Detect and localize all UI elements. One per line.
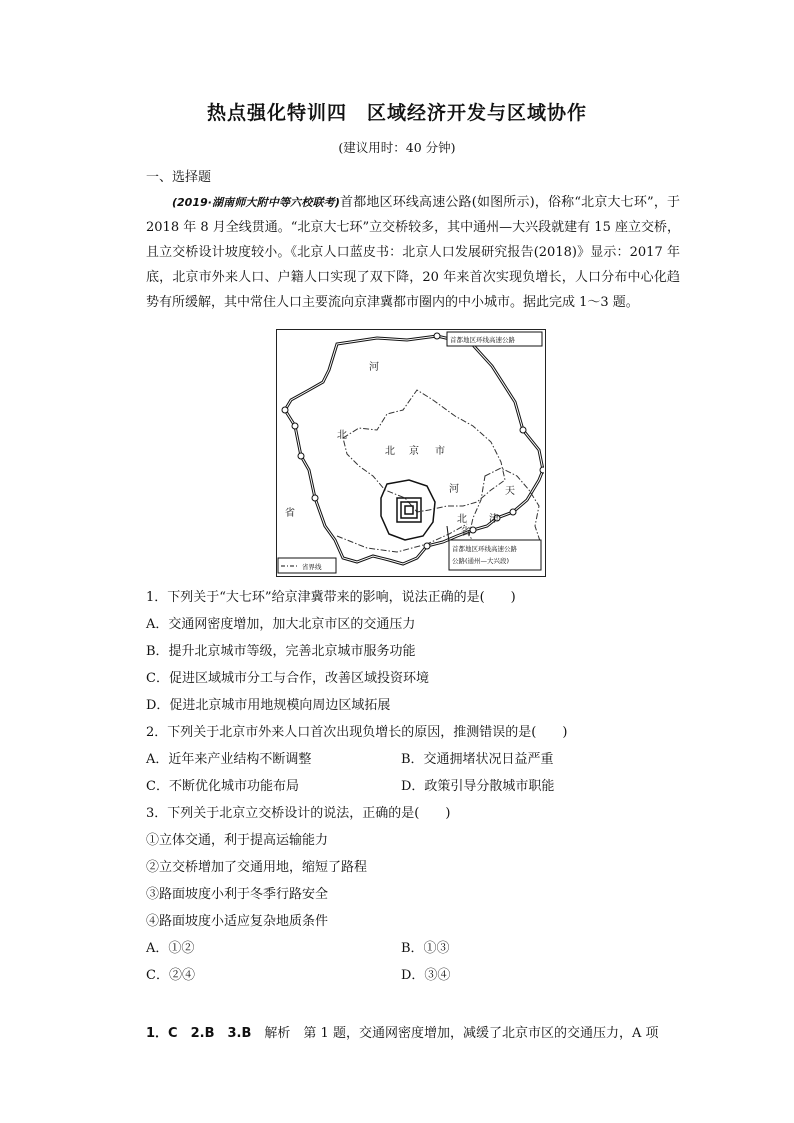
q3-stem: 3．下列关于北京立交桥设计的说法，正确的是( ) [146,806,451,821]
legend-ring-text: 首都地区环线高速公路 [450,336,515,344]
q2-option-c: C．不断优化城市功能布局 [146,779,299,794]
label-beijing-3: 市 [435,446,445,457]
q3-option-d: D．③④ [401,968,451,983]
label-hebei-1: 河 [369,362,379,373]
callout-text-2: 公路(通州—大兴段) [452,557,510,565]
label-hebei-small-3: 省 [461,527,471,538]
q3-option-b: B．①③ [401,941,450,956]
q3-statement-2: ②立交桥增加了交通用地，缩短了路程 [146,860,368,875]
answer-keys: 1．C 2.B 3.B [146,1026,252,1041]
q3-statement-3: ③路面坡度小利于冬季行路安全 [146,887,329,902]
label-hebei-2: 北 [337,430,347,441]
label-beijing-2: 京 [409,446,419,457]
callout-text-1: 首都地区环线高速公路 [452,545,517,553]
q3-option-a: A．①② [146,941,195,956]
beijing-border [343,390,505,512]
section-heading: 一、选择题 [146,170,212,185]
q3-statement-4: ④路面坡度小适应复杂地质条件 [146,914,329,929]
answer-label: 解析 [264,1026,291,1041]
q1-option-b: B．提升北京城市等级，完善北京城市服务功能 [146,644,416,659]
q3-statement-1: ①立体交通，利于提高运输能力 [146,833,329,848]
intro-text: 首都地区环线高速公路(如图所示)，俗称“北京大七环”，于 2018 年 8 月全线贯通。“北京大七环”立交桥较多，其中通州—大兴段就建有 15 座立交桥，且立交桥设计坡度较小。《北京人口蓝皮书：北京人口发展研究报告(2018)》显示：2017 年底，北京市外来人口、户籍人口实现了双下降，20 年来首次实现负增长，人口分布中心化趋势有所缓解，其中常住人口主要流向京津冀都市圈内的中小城市。据此完成 1～3 题。 [146,195,680,310]
answer-line [146,1022,680,1041]
city-ring-3 [405,506,413,514]
q1-stem: 1．下列关于“大七环”给京津冀带来的影响，说法正确的是( ) [146,590,516,605]
q2-stem: 2．下列关于北京市外来人口首次出现负增长的原因，推测错误的是( ) [146,725,568,740]
q2-option-b: B．交通拥堵状况日益严重 [401,752,554,767]
page-title: 热点强化特训四 区域经济开发与区域协作 [206,102,587,124]
map-svg [277,330,544,575]
intro-paragraph [146,190,680,315]
label-beijing-1: 北 [385,446,395,457]
q3-option-c: C．②④ [146,968,195,983]
legend-border-text: 省界线 [302,563,322,571]
q1-option-c: C．促进区域城市分工与合作，改善区域投资环境 [146,671,429,686]
q2-option-d: D．政策引导分散城市职能 [401,779,555,794]
label-tianjin-2: 津 [489,514,499,525]
label-hebei-small-1: 河 [449,484,459,495]
answer-text: 第 1 题，交通网密度增加，减缓了北京市区的交通压力，A 项 [303,1026,659,1041]
map-figure [276,329,546,577]
label-tianjin-1: 天 [505,486,515,497]
label-hebei-3: 省 [285,508,295,519]
q1-option-a: A．交通网密度增加，加大北京市区的交通压力 [146,617,416,632]
source-tag: (2019·湖南师大附中等六校联考) [172,196,340,209]
q1-option-d: D．促进北京城市用地规模向周边区域拓展 [146,698,391,713]
q2-option-a: A．近年来产业结构不断调整 [146,752,312,767]
label-hebei-small-2: 北 [457,514,467,525]
city-ring-2 [401,502,417,518]
time-note: (建议用时：40 分钟) [338,140,456,155]
